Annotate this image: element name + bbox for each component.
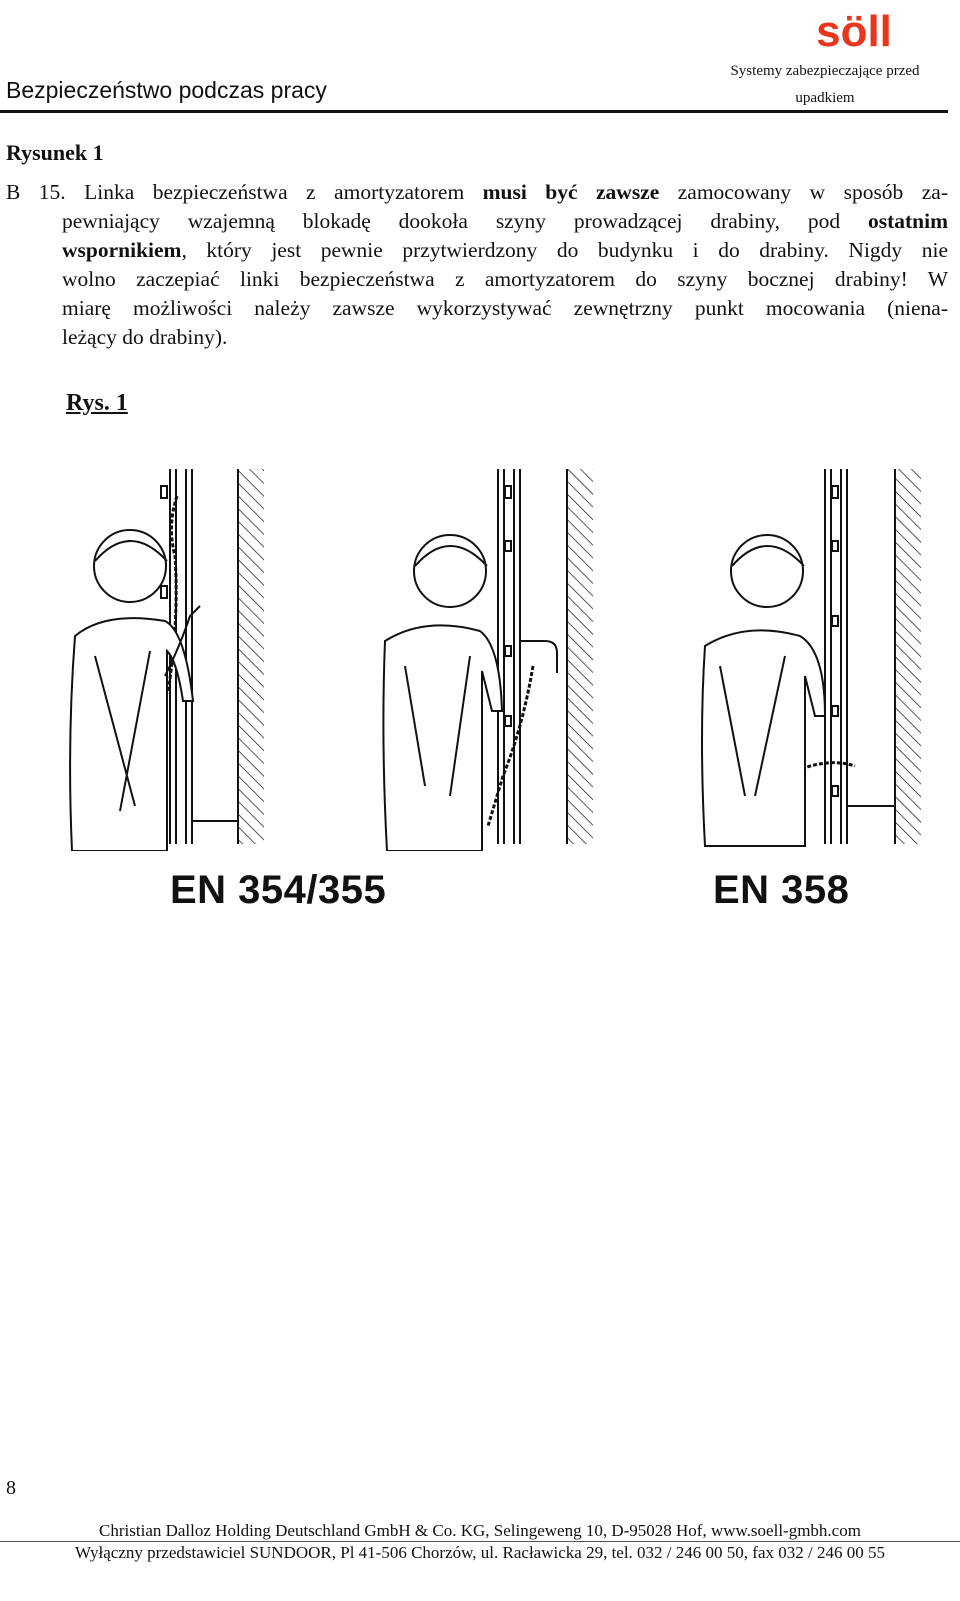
paragraph-line xyxy=(6,207,948,236)
paragraph-line xyxy=(6,265,948,294)
section-heading: Rysunek 1 xyxy=(6,140,104,165)
paragraph-b15 xyxy=(6,178,948,352)
footer-divider xyxy=(0,1541,960,1542)
text-run: Linka bezpieczeństwa z amortyzatorem xyxy=(84,180,483,204)
page-number: 8 xyxy=(6,1477,16,1499)
paragraph-number: B 15. xyxy=(6,180,66,204)
document-title: Bezpieczeństwo podczas pracy xyxy=(6,77,327,103)
panel-3-illustration xyxy=(702,469,921,846)
panel-1-illustration xyxy=(70,469,264,851)
paragraph-line xyxy=(6,178,948,207)
standard-label-left: EN 354/355 xyxy=(170,868,387,912)
text-run: leżący do drabiny). xyxy=(62,325,228,349)
paragraph-line xyxy=(6,294,948,323)
text-run: , który jest pewnie przytwierdzony do budynku i do drabiny. Nigdy nie xyxy=(181,238,948,262)
text-run: pewniający wzajemną blokadę dookoła szyny prowadzącej drabiny, pod xyxy=(62,209,868,233)
footer-representative-line: Wyłączny przedstawiciel SUNDOOR, Pl 41-506 Chorzów, ul. Racławicka 29, tel. 032 / 246 00 50, fax 032 / 246 00 55 xyxy=(75,1543,885,1562)
panel-2-illustration xyxy=(383,469,593,851)
soell-logo xyxy=(803,8,905,52)
ladder-safety-illustration xyxy=(55,466,935,851)
bold-run: wspornikiem xyxy=(62,238,182,262)
text-run: miarę możliwości należy zawsze wykorzystywać zewnętrzny punkt mocowania (niena- xyxy=(62,296,948,320)
standard-label-right: EN 358 xyxy=(713,868,850,912)
tagline-line-2: upadkiem xyxy=(795,90,855,106)
bold-run: ostatnim xyxy=(867,209,948,233)
paragraph-line xyxy=(6,236,948,265)
wall-hatch xyxy=(238,469,264,844)
figure-label: Rys. 1 xyxy=(66,390,128,416)
text-run: wolno zaczepiać linki bezpieczeństwa z amortyzatorem do szyny bocznej drabiny! W xyxy=(62,267,948,291)
text-run: zamocowany w sposób za- xyxy=(659,180,949,204)
header-tagline xyxy=(710,58,940,112)
footer-company-line: Christian Dalloz Holding Deutschland GmbH & Co. KG, Selingeweng 10, D-95028 Hof, www.soell-gmbh.com xyxy=(99,1521,861,1540)
tagline-line-1: Systemy zabezpieczające przed xyxy=(730,63,920,79)
paragraph-line xyxy=(6,323,948,352)
logo-text: söll xyxy=(816,8,892,52)
header-divider xyxy=(0,110,948,113)
bold-run: musi być zawsze xyxy=(482,180,660,204)
